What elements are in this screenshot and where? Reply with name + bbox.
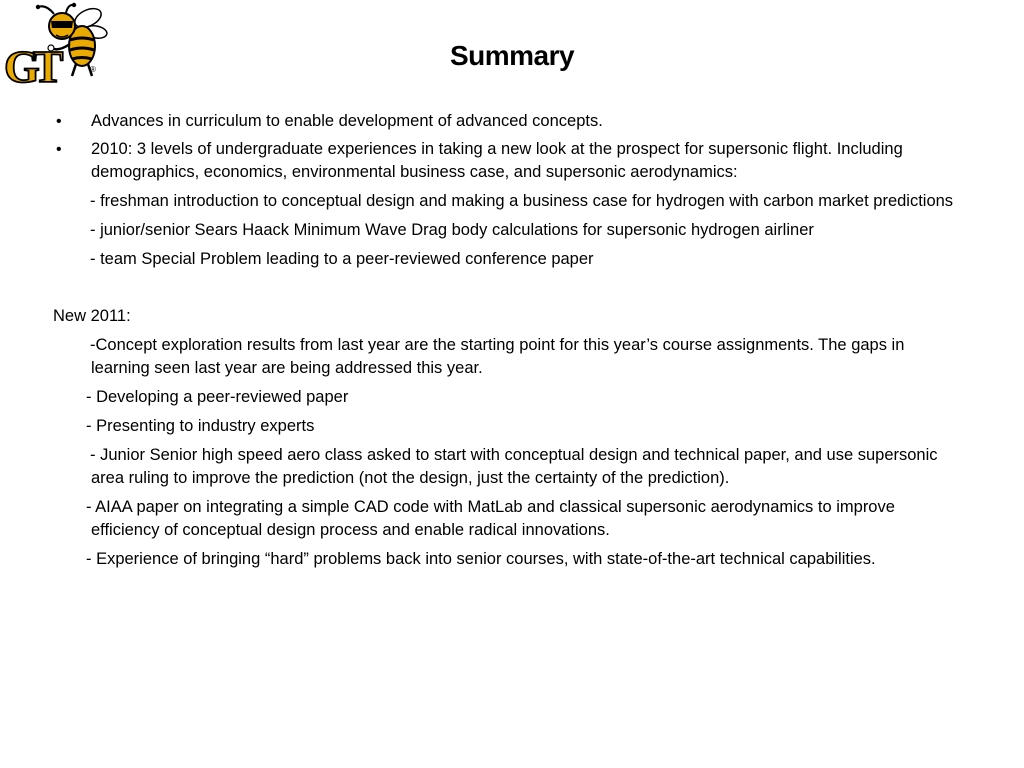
new-2011-heading: New 2011: [53, 307, 131, 325]
new-2011-item-concept-line2: learning seen last year are being addressed this year. [91, 359, 483, 377]
bullet-text-curriculum: Advances in curriculum to enable development of advanced concepts. [91, 112, 603, 130]
sub-item-team-special-problem: - team Special Problem leading to a peer-reviewed conference paper [90, 250, 594, 268]
bullet-text-2010-line2: demographics, economics, environmental business case, and supersonic aerodynamics: [91, 163, 738, 181]
new-2011-item-paper: - Developing a peer-reviewed paper [86, 388, 349, 406]
new-2011-item-industry: - Presenting to industry experts [86, 417, 315, 435]
slide-title: Summary [449, 40, 575, 71]
new-2011-item-aero-class-line2: area ruling to improve the prediction (not the design, just the certainty of the prediction). [91, 469, 730, 487]
sub-item-junior-senior: - junior/senior Sears Haack Minimum Wave Drag body calculations for supersonic hydrogen airliner [90, 221, 814, 239]
new-2011-item-hard-problems: - Experience of bringing “hard” problems back into senior courses, with state-of-the-art technical capabilities. [86, 550, 876, 568]
bullet-marker: • [56, 113, 62, 130]
registered-mark: ® [90, 65, 96, 74]
new-2011-item-aero-class-line1: - Junior Senior high speed aero class asked to start with conceptual design and technical paper, and use supersonic [90, 446, 938, 464]
bullet-marker: • [56, 141, 62, 158]
new-2011-item-concept-line1: -Concept exploration results from last year are the starting point for this year’s course assignments. The gaps in [90, 336, 905, 354]
gt-monogram: GT [4, 41, 57, 86]
bullet-text-2010-line1: 2010: 3 levels of undergraduate experiences in taking a new look at the prospect for supersonic flight. Including [91, 140, 903, 158]
new-2011-item-aiaa-line1: - AIAA paper on integrating a simple CAD code with MatLab and classical supersonic aerodynamics to improve [86, 498, 895, 516]
new-2011-item-aiaa-line2: efficiency of conceptual design process and enable radical innovations. [91, 521, 610, 539]
sub-item-freshman: - freshman introduction to conceptual design and making a business case for hydrogen with carbon market predictions [90, 192, 954, 210]
